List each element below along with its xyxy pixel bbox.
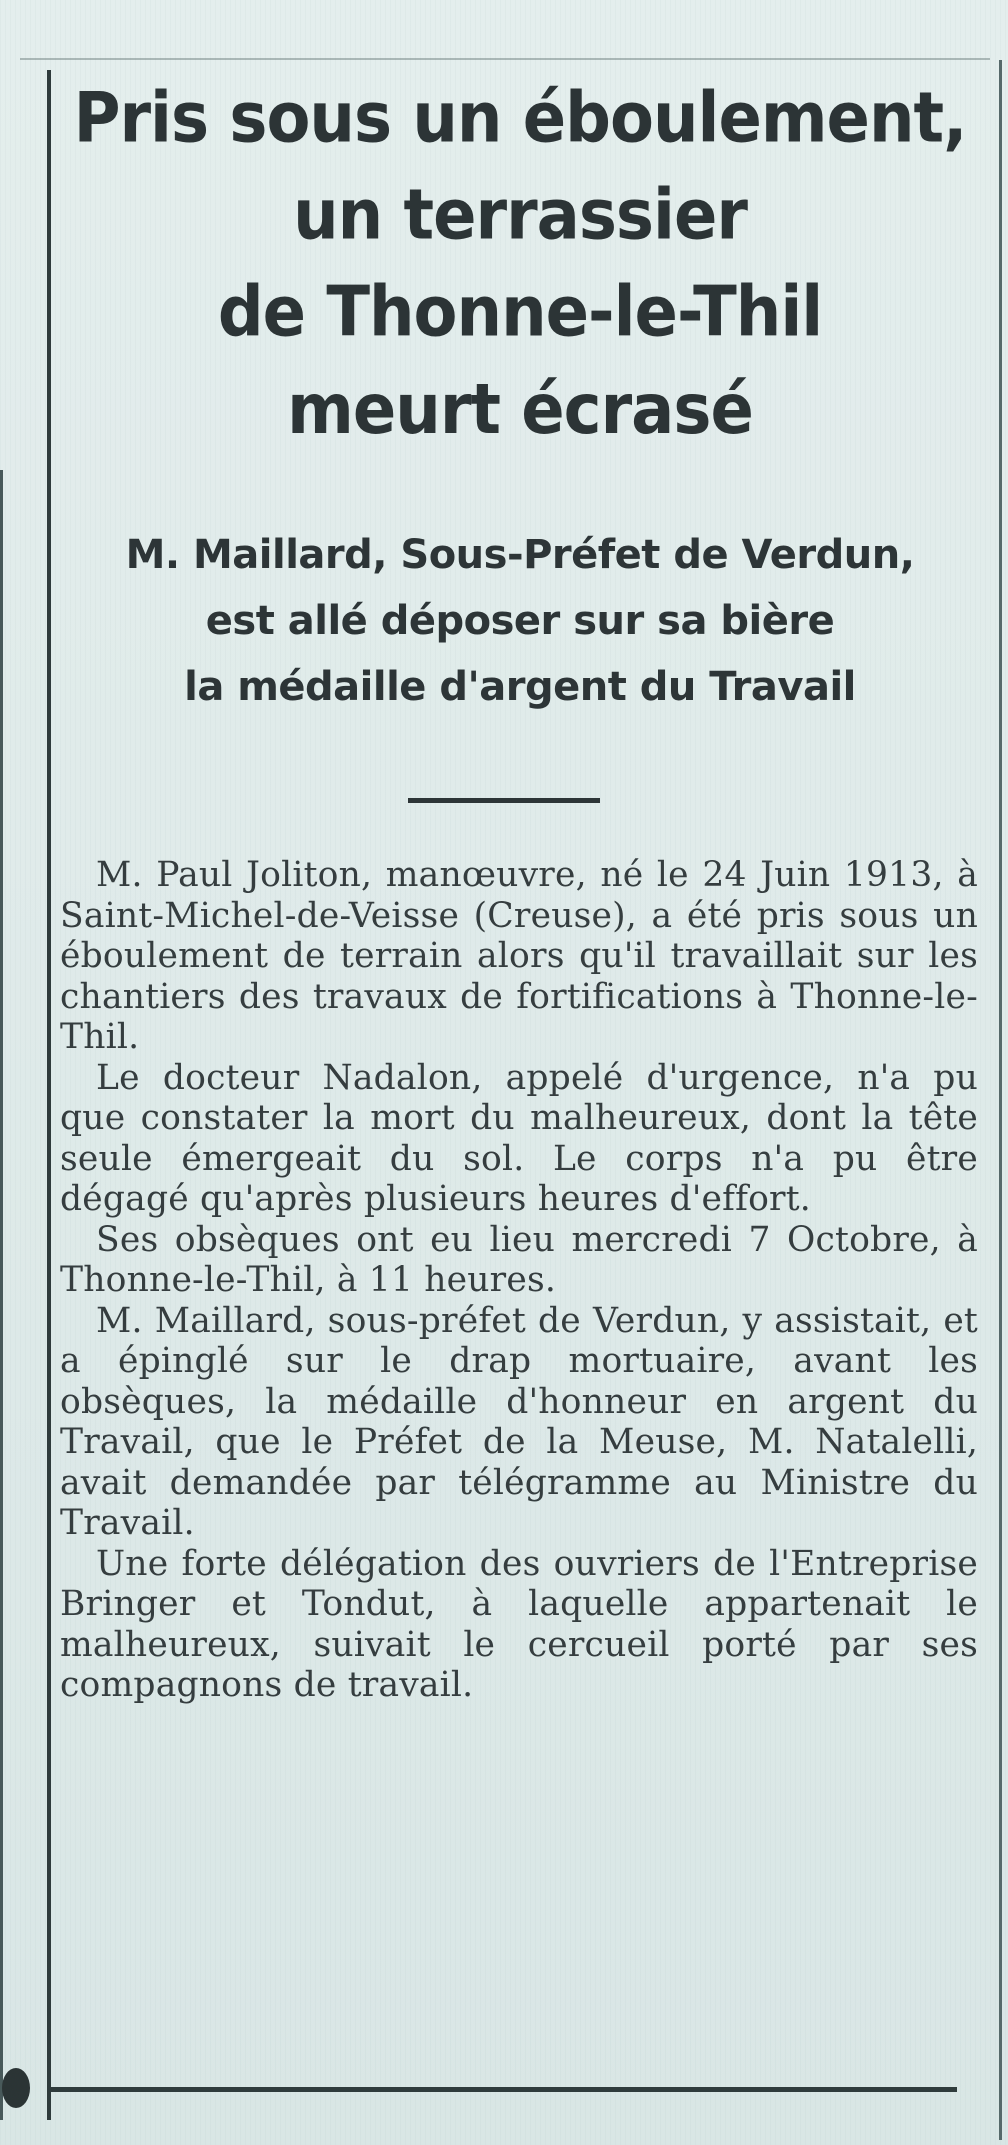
- subhead-line: la médaille d'argent du Travail: [184, 664, 856, 710]
- article-paragraph: Le docteur Nadalon, appelé d'urgence, n'a pu que constater la mort du malheureux, dont la tête seule émergeait du sol. Le corps n'a pu être dégagé qu'après plusieurs heures d'effort.: [60, 1057, 978, 1219]
- subhead-line: M. Maillard, Sous-Préfet de Verdun,: [125, 532, 915, 578]
- article-paragraph: Une forte délégation des ouvriers de l'Entreprise Bringer et Tondut, à laquelle appartenait le malheureux, suivait le cercueil porté par ses compagnons de travail.: [60, 1543, 978, 1705]
- article-paragraph: M. Maillard, sous-préfet de Verdun, y assistait, et a épinglé sur le drap mortuaire, avant les obsèques, la médaille d'honneur en argent du Travail, que le Préfet de la Meuse, M. Natalelli, avait demandée par télégramme au Ministre du Travail.: [60, 1300, 978, 1543]
- headline-line: un terrassier: [293, 175, 747, 256]
- ink-blot: [2, 2068, 30, 2108]
- left-column-rule: [47, 70, 51, 2120]
- subhead-line: est allé déposer sur sa bière: [205, 598, 835, 644]
- article-paragraph: Ses obsèques ont eu lieu mercredi 7 Octobre, à Thonne-le-Thil, à 11 heures.: [60, 1219, 978, 1300]
- top-border-rule: [20, 58, 990, 60]
- headline-line: meurt écrasé: [287, 370, 753, 451]
- article-paragraph: M. Paul Joliton, manœuvre, né le 24 Juin 1913, à Saint-Michel-de-Veisse (Creuse), a été pris sous un éboulement de terrain alors qu'il travaillait sur les chantiers des travaux de fortifications à Thonne-le-Thil.: [60, 855, 978, 1057]
- article-headline: [60, 70, 980, 459]
- headline-separator-rule: [408, 798, 600, 803]
- headline-line: Pris sous un éboulement,: [73, 78, 967, 159]
- outer-left-rule: [0, 470, 3, 2120]
- article-subheadline: [60, 522, 980, 720]
- article-body: [60, 855, 978, 1706]
- headline-line: de Thonne-le-Thil: [217, 273, 823, 353]
- right-column-rule: [999, 60, 1002, 2140]
- bottom-border-rule: [47, 2087, 957, 2092]
